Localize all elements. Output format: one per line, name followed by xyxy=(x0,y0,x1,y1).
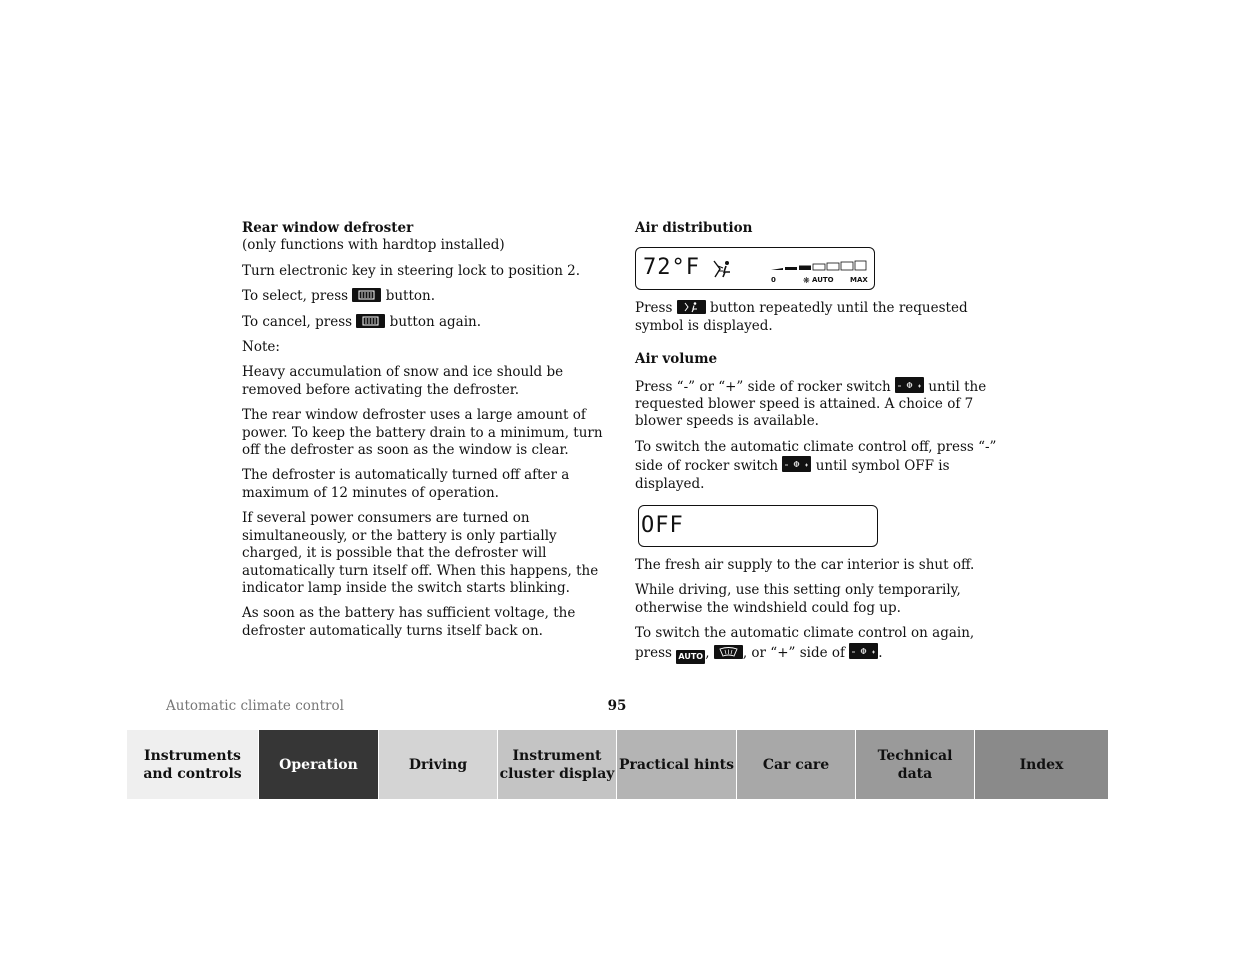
temperature-readout: 72°F xyxy=(643,255,700,281)
off-readout: OFF xyxy=(641,513,684,539)
tab-practical-hints[interactable]: Practical hints xyxy=(617,730,737,799)
air-volume-heading: Air volume xyxy=(635,351,718,368)
tab-driving[interactable]: Driving xyxy=(379,730,498,799)
rear-defroster-icon xyxy=(356,314,385,328)
fresh-air-paragraph: The fresh air supply to the car interior is shut off. xyxy=(635,557,975,574)
left-column xyxy=(242,220,604,648)
tab-technical-data[interactable]: Technical data xyxy=(856,730,975,799)
switch-on-instruction: To switch the automatic climate control on again, press AUTO , , or “+” side of . xyxy=(635,625,997,663)
climate-display xyxy=(635,247,875,290)
select-instruction: To select, press button. xyxy=(242,288,436,305)
press-instruction: Press button repeatedly until the requested symbol is displayed. xyxy=(635,300,968,334)
rocker-instruction: Press “-” or “+” side of rocker switch until the requested blower speed is attained. A choice of 7 blower speeds is available. xyxy=(635,378,987,430)
off-display xyxy=(638,505,878,547)
snow-paragraph: Heavy accumulation of snow and ice should be removed before activating the defroster. xyxy=(242,364,564,398)
air-distribution-icon xyxy=(677,300,706,314)
tab-instruments-and-controls[interactable]: Instruments and controls xyxy=(127,730,259,799)
blower-rocker-switch-icon xyxy=(782,456,811,472)
page-number: 95 xyxy=(607,698,627,714)
key-instruction: Turn electronic key in steering lock to position 2. xyxy=(242,262,581,279)
blower-zero-icon: 0 xyxy=(771,276,776,285)
driving-paragraph: While driving, use this setting only temporarily, otherwise the windshield could fog up. xyxy=(635,582,961,616)
voltage-paragraph: As soon as the battery has sufficient voltage, the defroster automatically turns itself back on. xyxy=(242,605,576,639)
consumers-paragraph: If several power consumers are turned on simultaneously, or the battery is only partially charged, it is possible that the defroster will automatically turn itself off. When this happens, the indicator lamp inside the switch starts blinking. xyxy=(242,510,599,596)
right-column xyxy=(635,220,997,672)
auto-off-paragraph: The defroster is automatically turned off after a maximum of 12 minutes of operation. xyxy=(242,467,570,501)
air-distribution-heading: Air distribution xyxy=(635,220,753,236)
tab-index[interactable]: Index xyxy=(975,730,1108,799)
air-distribution-icon xyxy=(712,259,734,284)
blower-rocker-switch-icon xyxy=(895,377,924,393)
off-instruction: To switch the automatic climate control off, press “-” side of rocker switch until symbol OFF is displayed. xyxy=(635,438,997,492)
rear-defroster-icon xyxy=(352,288,381,302)
windshield-defrost-icon xyxy=(714,645,743,659)
blower-rocker-switch-icon xyxy=(849,643,878,659)
rear-defroster-heading: Rear window defroster xyxy=(242,220,414,236)
fan-icon: ❋ xyxy=(803,276,810,286)
hardtop-note: (only functions with hardtop installed) xyxy=(242,237,505,254)
tab-operation[interactable]: Operation xyxy=(259,730,379,799)
power-paragraph: The rear window defroster uses a large amount of power. To keep the battery drain to a minimum, turn off the defroster as soon as the window is clear. xyxy=(242,407,603,459)
cancel-instruction: To cancel, press button again. xyxy=(242,313,482,330)
auto-key: AUTO xyxy=(676,650,705,664)
section-title: Automatic climate control xyxy=(166,698,344,714)
note-label: Note: xyxy=(242,339,280,356)
max-label: MAX xyxy=(850,276,868,285)
auto-label: AUTO xyxy=(812,276,834,285)
tab-instrument-cluster-display[interactable]: Instrument cluster display xyxy=(498,730,617,799)
tab-car-care[interactable]: Car care xyxy=(737,730,856,799)
section-nav xyxy=(127,730,1108,799)
